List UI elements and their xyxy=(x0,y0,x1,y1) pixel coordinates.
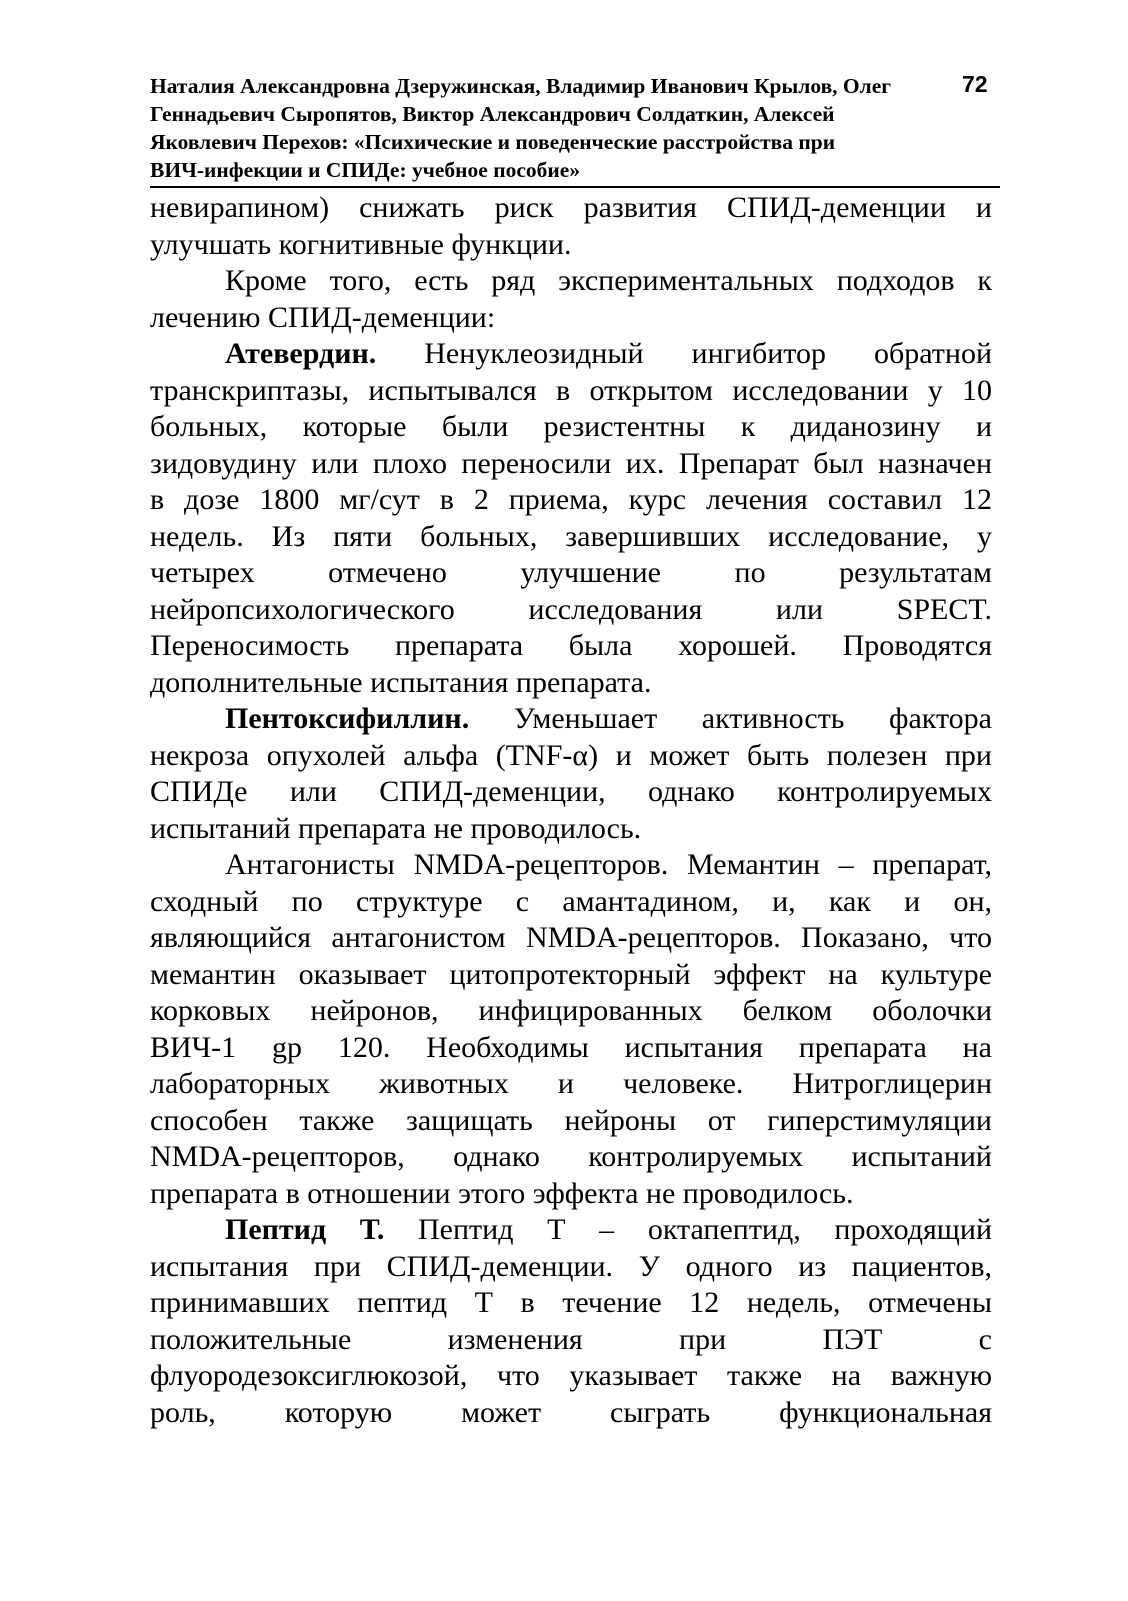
text-line: в дозе 1800 мг/сут в 2 приема, курс лечения составил 12 xyxy=(150,483,992,516)
text-line: положительные изменения при ПЭТ с xyxy=(150,1322,992,1356)
header-line: Яковлевич Перехов: «Психические и поведенческие расстройства при xyxy=(150,130,836,154)
text-line: лечению СПИД-деменции: xyxy=(150,300,496,334)
header-line: Геннадьевич Сыропятов, Виктор Александрович Солдаткин, Алексей xyxy=(150,102,835,126)
body-text xyxy=(150,190,992,1431)
paragraph-first-line: Антагонисты NMDA-рецепторов. Мемантин – препарат, xyxy=(225,848,992,881)
text-line: корковых нейронов, инфицированных белком оболочки xyxy=(150,994,992,1027)
term-heading: Пентоксифиллин. xyxy=(225,702,470,735)
paragraph-first-line: Пептид Т. Пептид Т – октапептид, проходящий xyxy=(225,1213,993,1246)
text-line: испытания при СПИД-деменции. У одного из пациентов, xyxy=(150,1249,992,1283)
header-line: Наталия Александровна Дзеружинская, Владимир Иванович Крылов, Олег xyxy=(150,74,892,98)
text-line: Переносимость препарата была хорошей. Проводятся xyxy=(150,629,992,662)
text-line: роль, которую может сыграть функциональная xyxy=(150,1395,992,1429)
page-number: 72 xyxy=(962,71,988,97)
text-line: флуородезоксиглюкозой, что указывает также на важную xyxy=(150,1359,992,1392)
text-line: препарата в отношении этого эффекта не проводилось. xyxy=(150,1176,854,1210)
term-heading: Атевердин. xyxy=(225,337,377,370)
text-line: испытаний препарата не проводилось. xyxy=(150,811,642,845)
text-line: NMDA-рецепторов, однако контролируемых испытаний xyxy=(150,1140,992,1173)
text-line: недель. Из пяти больных, завершивших исследование, у xyxy=(150,519,992,553)
header-divider xyxy=(150,186,1000,188)
text-line: четырех отмечено улучшение по результатам xyxy=(150,556,992,589)
paragraph-first-line: Пентоксифиллин. Уменьшает активность фактора xyxy=(225,702,992,735)
text-line: СПИДе или СПИД-деменции, однако контролируемых xyxy=(150,775,992,808)
text-line: принимавших пептид Т в течение 12 недель, отмечены xyxy=(150,1286,992,1319)
text-line: транскриптазы, испытывался в открытом исследовании у 10 xyxy=(150,373,992,407)
text-line: улучшать когнитивные функции. xyxy=(150,227,572,261)
paragraph-first-line: Атевердин. Ненуклеозидный ингибитор обратной xyxy=(225,337,992,370)
text-line: лабораторных животных и человеке. Нитроглицерин xyxy=(150,1067,992,1100)
text-line: некроза опухолей альфа (TNF-α) и может быть полезен при xyxy=(150,738,992,772)
header-line: ВИЧ-инфекции и СПИДе: учебное пособие» xyxy=(150,158,581,182)
text-line: больных, которые были резистентны к диданозину и xyxy=(150,410,992,443)
paragraph-first-line: Кроме того, есть ряд экспериментальных подходов к xyxy=(225,264,992,297)
text-line: мемантин оказывает цитопротекторный эффект на культуре xyxy=(150,957,992,991)
running-header xyxy=(150,72,1000,184)
text-line: дополнительные испытания препарата. xyxy=(150,665,652,699)
text-line: ВИЧ-1 gp 120. Необходимы испытания препарата на xyxy=(150,1030,992,1064)
text-line: сходный по структуре с амантадином, и, как и он, xyxy=(150,884,992,918)
term-heading: Пептид Т. xyxy=(225,1213,385,1246)
text-line: являющийся антагонистом NMDA-рецепторов. Показано, что xyxy=(150,921,992,954)
text-line: зидовудину или плохо переносили их. Препарат был назначен xyxy=(150,446,992,480)
text-line: невирапином) снижать риск развития СПИД-деменции и xyxy=(150,191,992,224)
text-line: нейропсихологического исследования или SPECT. xyxy=(150,592,992,626)
text-line: способен также защищать нейроны от гиперстимуляции xyxy=(150,1103,992,1137)
